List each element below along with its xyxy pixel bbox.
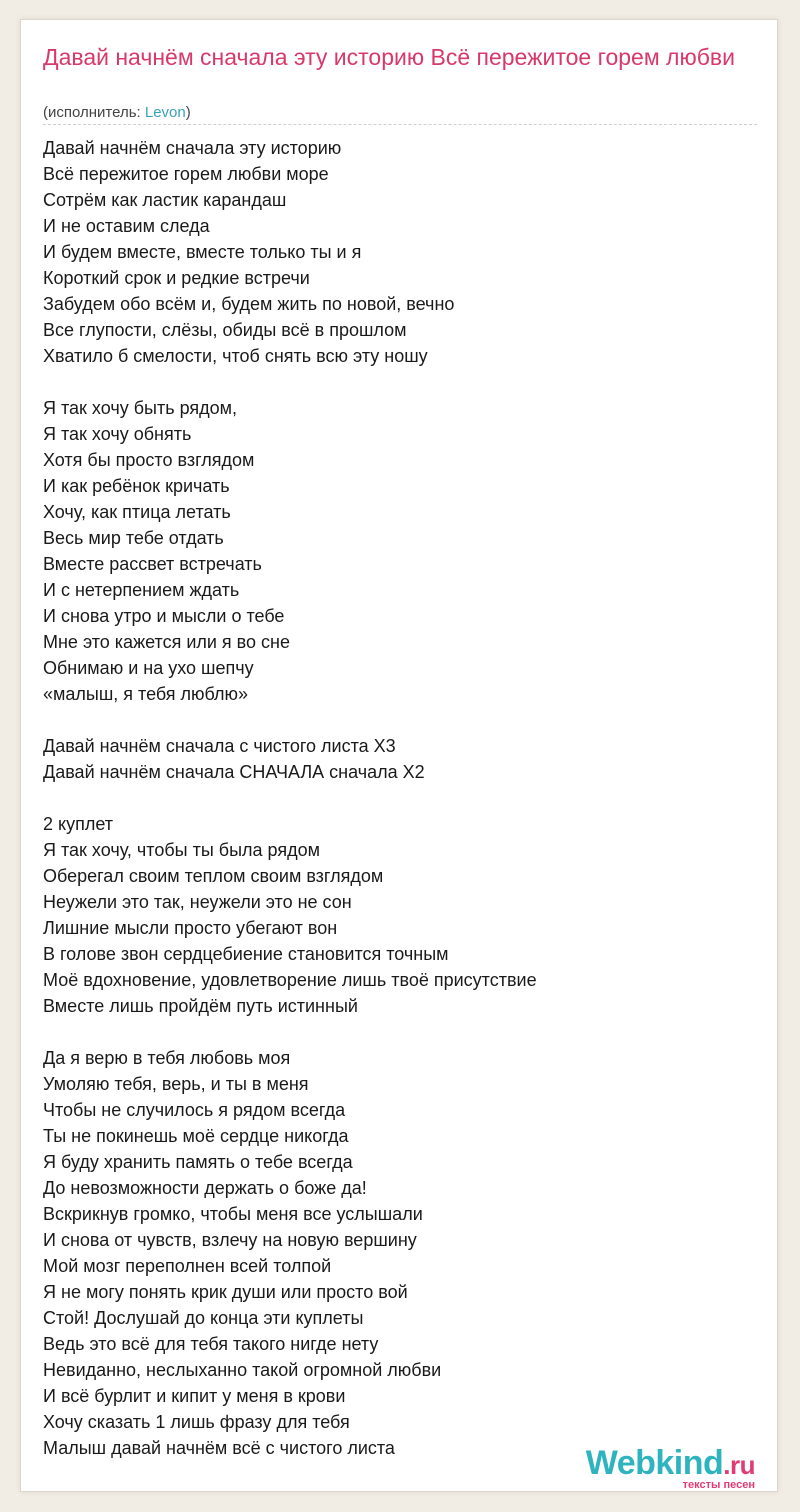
lyrics-line: Вместе лишь пройдём путь истинный — [43, 996, 358, 1016]
lyrics-line: Моё вдохновение, удовлетворение лишь твоё присутствие — [43, 970, 537, 990]
lyrics-line: Вскрикнув громко, чтобы меня все услышали — [43, 1204, 423, 1224]
lyrics-line: 2 куплет — [43, 814, 113, 834]
performer-prefix: (исполнитель: — [43, 104, 145, 121]
lyrics-line: Стой! Дослушай до конца эти куплеты — [43, 1308, 364, 1328]
lyrics-line: И будем вместе, вместе только ты и я — [43, 242, 362, 262]
lyrics-line: Я так хочу, чтобы ты была рядом — [43, 840, 320, 860]
lyrics-blank-line — [43, 785, 763, 811]
lyrics-line: Хватило б смелости, чтоб снять всю эту ношу — [43, 346, 428, 366]
lyrics-line: Я не могу понять крик души или просто вой — [43, 1282, 408, 1302]
lyrics-line: Все глупости, слёзы, обиды всё в прошлом — [43, 320, 407, 340]
lyrics-line: И снова утро и мысли о тебе — [43, 606, 285, 626]
lyrics-line: Мне это кажется или я во сне — [43, 632, 290, 652]
lyrics-line: «малыш, я тебя люблю» — [43, 684, 249, 704]
lyrics-line: Я так хочу обнять — [43, 424, 192, 444]
lyrics-line: Давай начнём сначала СНАЧАЛА сначала Х2 — [43, 762, 425, 782]
lyrics-line: И снова от чувств, взлечу на новую вершину — [43, 1230, 417, 1250]
lyrics-line: Я так хочу быть рядом, — [43, 398, 238, 418]
lyrics-line: Невиданно, неслыханно такой огромной любви — [43, 1360, 442, 1380]
lyrics-line: До невозможности держать о боже да! — [43, 1178, 367, 1198]
lyrics-line: Хотя бы просто взглядом — [43, 450, 255, 470]
site-logo-tagline: тексты песен — [682, 1479, 755, 1491]
lyrics-line: Ведь это всё для тебя такого нигде нету — [43, 1334, 379, 1354]
performer-line — [43, 103, 191, 123]
lyrics-line: Ты не покинешь моё сердце никогда — [43, 1126, 349, 1146]
lyrics-line: В голове звон сердцебиение становится точным — [43, 944, 449, 964]
lyrics-text — [43, 135, 763, 1461]
lyrics-line: Вместе рассвет встречать — [43, 554, 262, 574]
dashed-divider — [43, 124, 757, 125]
lyrics-line: Давай начнём сначала с чистого листа Х3 — [43, 736, 396, 756]
lyrics-line: Обнимаю и на ухо шепчу — [43, 658, 254, 678]
lyrics-card — [20, 19, 778, 1492]
lyrics-line: Неужели это так, неужели это не сон — [43, 892, 352, 912]
site-logo-tld: .ru — [723, 1450, 755, 1480]
site-logo-name — [586, 1445, 755, 1483]
site-logo-wordmark: Webkind — [585, 1444, 724, 1482]
lyrics-line: Оберегал своим теплом своим взглядом — [43, 866, 384, 886]
site-logo[interactable] — [586, 1445, 755, 1491]
lyrics-blank-line — [43, 707, 763, 733]
lyrics-line: Короткий срок и редкие встречи — [43, 268, 310, 288]
lyrics-line: И с нетерпением ждать — [43, 580, 240, 600]
lyrics-line: И всё бурлит и кипит у меня в крови — [43, 1386, 346, 1406]
lyrics-line: Весь мир тебе отдать — [43, 528, 224, 548]
lyrics-line: Давай начнём сначала эту историю — [43, 138, 342, 158]
lyrics-line: И не оставим следа — [43, 216, 210, 236]
lyrics-line: Забудем обо всём и, будем жить по новой, вечно — [43, 294, 455, 314]
performer-link[interactable]: Levon — [144, 104, 186, 121]
lyrics-line: Малыш давай начнём всё с чистого листа — [43, 1438, 395, 1458]
lyrics-line: Хочу, как птица летать — [43, 502, 231, 522]
lyrics-line: Лишние мысли просто убегают вон — [43, 918, 338, 938]
lyrics-line: Умоляю тебя, верь, и ты в меня — [43, 1074, 309, 1094]
lyrics-line: И как ребёнок кричать — [43, 476, 230, 496]
lyrics-line: Да я верю в тебя любовь моя — [43, 1048, 291, 1068]
performer-suffix: ) — [185, 104, 191, 121]
song-title: Давай начнём сначала эту историю Всё пережитое горем любви — [43, 44, 735, 70]
lyrics-line: Мой мозг переполнен всей толпой — [43, 1256, 332, 1276]
lyrics-line: Всё пережитое горем любви море — [43, 164, 329, 184]
lyrics-blank-line — [43, 369, 763, 395]
lyrics-blank-line — [43, 1019, 763, 1045]
lyrics-line: Я буду хранить память о тебе всегда — [43, 1152, 353, 1172]
lyrics-line: Чтобы не случилось я рядом всегда — [43, 1100, 346, 1120]
lyrics-line: Сотрём как ластик карандаш — [43, 190, 287, 210]
lyrics-line: Хочу сказать 1 лишь фразу для тебя — [43, 1412, 350, 1432]
